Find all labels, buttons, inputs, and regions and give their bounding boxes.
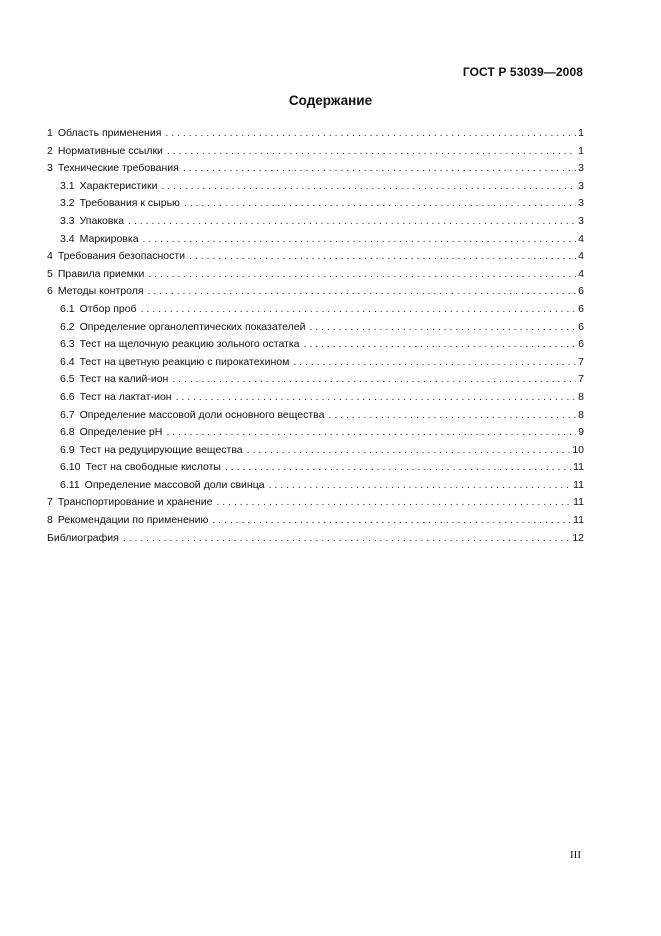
- toc-entry-page: 3: [578, 214, 584, 227]
- dot-leader: [184, 195, 576, 213]
- toc-entry[interactable]: [47, 143, 584, 161]
- toc-subentry[interactable]: [47, 459, 584, 477]
- dot-leader: [166, 424, 576, 442]
- toc-entry-page: 6: [578, 302, 584, 315]
- toc-entry-number: 6.1: [60, 302, 75, 315]
- dot-leader: [128, 213, 576, 231]
- dot-leader: [212, 512, 571, 530]
- dot-leader: [293, 354, 576, 372]
- toc-entry-page: 4: [578, 267, 584, 280]
- toc-entry-number: 6.7: [60, 408, 75, 421]
- toc-entry-number: 6.9: [60, 443, 75, 456]
- toc-entry-title: Отбор проб: [79, 302, 137, 315]
- toc-subentry[interactable]: [47, 477, 584, 495]
- toc-entry-title: Тест на калий-ион: [79, 373, 169, 386]
- toc-entry[interactable]: [47, 160, 584, 178]
- toc-entry-number: 2: [47, 144, 53, 157]
- dot-leader: [328, 407, 576, 425]
- toc-entry-title: Маркировка: [79, 232, 139, 245]
- toc-entry-page: 3: [578, 162, 584, 175]
- toc-entry[interactable]: [47, 494, 584, 512]
- toc-subentry[interactable]: [47, 371, 584, 389]
- toc-entry-page: 7: [578, 355, 584, 368]
- dot-leader: [143, 231, 577, 249]
- page-number: III: [570, 849, 581, 861]
- dot-leader: [309, 319, 576, 337]
- dot-leader: [123, 530, 570, 548]
- toc-entry-number: 6.8: [60, 426, 75, 439]
- toc-subentry[interactable]: [47, 231, 584, 249]
- toc-entry-number: 6.6: [60, 390, 75, 403]
- toc-entry[interactable]: [47, 266, 584, 284]
- toc-entry-title: Характеристики: [79, 179, 158, 192]
- toc-entry-page: 11: [573, 461, 584, 474]
- toc-subentry[interactable]: [47, 407, 584, 425]
- toc-subentry[interactable]: [47, 301, 584, 319]
- dot-leader: [216, 494, 571, 512]
- toc-entry-page: 8: [578, 408, 584, 421]
- toc-entry-page: 11: [573, 478, 584, 491]
- toc-entry-page: 7: [578, 373, 584, 386]
- toc-entry-page: 3: [578, 179, 584, 192]
- toc-entry-page: 11: [573, 514, 584, 527]
- toc-entry-number: 3.3: [60, 214, 75, 227]
- toc-entry-title: Транспортирование и хранение: [57, 496, 213, 509]
- toc-entry-title: Тест на свободные кислоты: [85, 461, 221, 474]
- toc-entry-page: 9: [578, 426, 584, 439]
- dot-leader: [172, 371, 576, 389]
- toc-entry-title: Упаковка: [79, 214, 125, 227]
- toc-entry-page: 6: [578, 338, 584, 351]
- toc-title: Содержание: [288, 93, 373, 108]
- toc-entry-title: Определение pH: [79, 426, 163, 439]
- toc-entry-title: Определение массовой доли свинца: [84, 478, 265, 491]
- toc-entry-page: 4: [578, 250, 584, 263]
- dot-leader: [167, 143, 576, 161]
- toc-entry-title: Определение массовой доли основного вещества: [79, 408, 325, 421]
- toc-subentry[interactable]: [47, 424, 584, 442]
- toc-entry-number: 6.10: [60, 461, 81, 474]
- toc-entry-title: Тест на лактат-ион: [79, 390, 172, 403]
- toc-entry-page: 4: [578, 232, 584, 245]
- dot-leader: [165, 125, 576, 143]
- toc-entry[interactable]: [47, 125, 584, 143]
- toc-entry-number: 3.4: [60, 232, 75, 245]
- dot-leader: [148, 266, 576, 284]
- toc-entry-number: 3: [47, 162, 53, 175]
- toc-entry-number: 5: [47, 267, 53, 280]
- toc-entry-title: Технические требования: [57, 162, 179, 175]
- toc-entry-page: 8: [578, 390, 584, 403]
- toc-subentry[interactable]: [47, 336, 584, 354]
- dot-leader: [225, 459, 571, 477]
- toc-entry-page: 1: [578, 127, 584, 139]
- toc-entry[interactable]: [47, 283, 584, 301]
- toc-subentry[interactable]: [47, 178, 584, 196]
- toc-entry-number: 6.11: [60, 478, 80, 491]
- toc-entry-page: 6: [578, 320, 584, 333]
- dot-leader: [148, 283, 577, 301]
- toc-entry[interactable]: [47, 248, 584, 266]
- toc-entry-title: Требования к сырью: [79, 197, 180, 210]
- toc-subentry[interactable]: [47, 354, 584, 372]
- toc-entry-number: 6.3: [60, 338, 75, 351]
- toc-entry-page: 1: [578, 144, 584, 157]
- toc-subentry[interactable]: [47, 389, 584, 407]
- dot-leader: [189, 248, 576, 266]
- toc-subentry[interactable]: [47, 442, 584, 460]
- dot-leader: [247, 442, 571, 460]
- dot-leader: [161, 178, 576, 196]
- dot-leader: [304, 336, 577, 354]
- table-of-contents: [47, 125, 584, 547]
- toc-entry-title: Тест на цветную реакцию с пирокатехином: [79, 355, 290, 368]
- toc-entry-number: 1: [47, 127, 53, 139]
- toc-entry-title: Требования безопасности: [57, 250, 186, 263]
- toc-entry-title: Тест на редуцирующие вещества: [79, 443, 243, 456]
- toc-entry-number: 6.4: [60, 355, 75, 368]
- toc-entry-page: 3: [578, 197, 584, 210]
- toc-entry[interactable]: [47, 512, 584, 530]
- toc-entry-number: 4: [47, 250, 53, 263]
- toc-entry-title: Рекомендации по применению: [57, 514, 209, 527]
- dot-leader: [269, 477, 572, 495]
- toc-entry-page: 6: [578, 285, 584, 298]
- toc-entry-number: 8: [47, 514, 53, 527]
- toc-entry-title: Библиография: [47, 531, 119, 544]
- toc-entry-number: 6.2: [60, 320, 75, 333]
- document-code: ГОСТ Р 53039—2008: [462, 65, 583, 79]
- toc-entry-page: 10: [572, 443, 584, 456]
- toc-entry-number: 3.1: [60, 179, 75, 192]
- toc-entry-number: 3.2: [60, 197, 75, 210]
- toc-entry-page: 12: [572, 531, 584, 544]
- toc-entry-page: 11: [573, 496, 584, 509]
- dot-leader: [183, 160, 576, 178]
- toc-entry-bibliography[interactable]: [47, 530, 584, 548]
- toc-entry-title: Область применения: [57, 127, 162, 139]
- toc-entry-number: 6: [47, 285, 53, 298]
- toc-entry-title: Методы контроля: [57, 285, 144, 298]
- toc-entry-title: Нормативные ссылки: [57, 144, 163, 157]
- toc-subentry[interactable]: [47, 195, 584, 213]
- dot-leader: [176, 389, 577, 407]
- toc-entry-title: Тест на щелочную реакцию зольного остатка: [79, 338, 300, 351]
- toc-entry-title: Определение органолептических показателей: [79, 320, 306, 333]
- toc-entry-number: 7: [47, 496, 53, 509]
- toc-subentry[interactable]: [47, 319, 584, 337]
- toc-subentry[interactable]: [47, 213, 584, 231]
- dot-leader: [141, 301, 577, 319]
- toc-entry-title: Правила приемки: [57, 267, 145, 280]
- toc-entry-number: 6.5: [60, 373, 75, 386]
